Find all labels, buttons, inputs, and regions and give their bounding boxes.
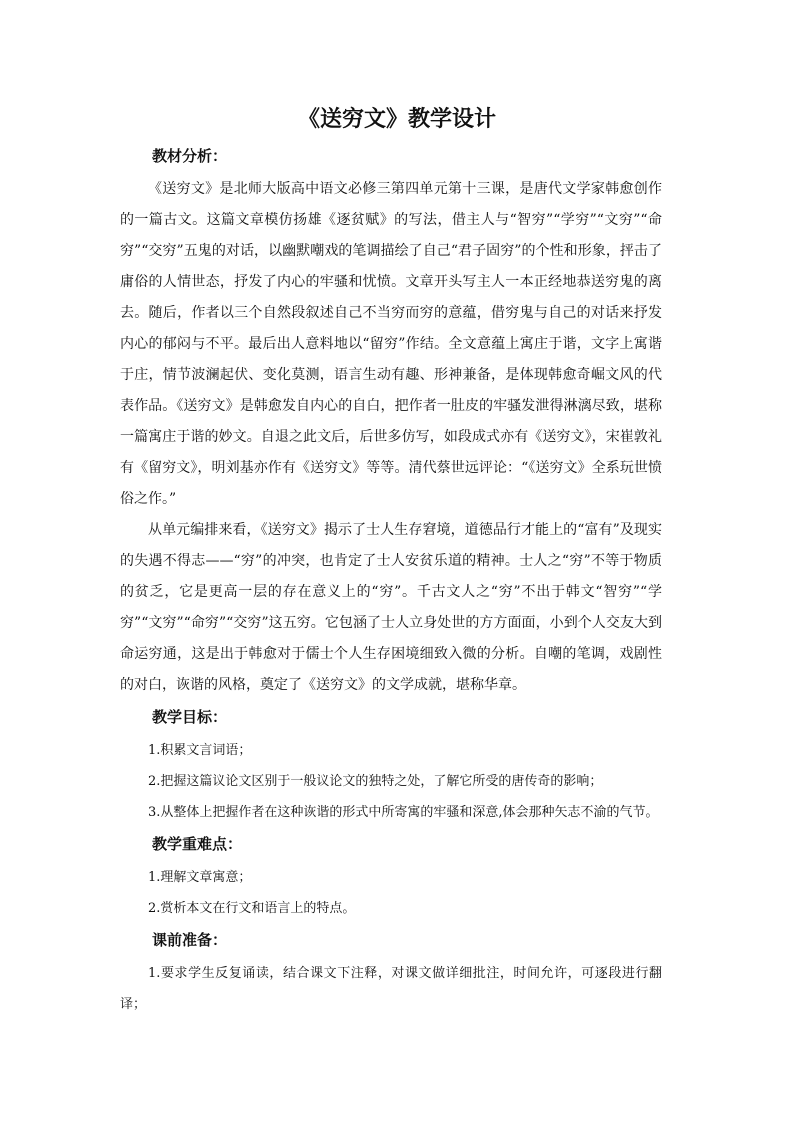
preparation-item-1: 1.要求学生反复诵读，结合课文下注释，对课文做详细批注，时间允许，可逐段进行翻译； [120, 966, 662, 1012]
keypoint-item-2: 2.赏析本文在行文和语言上的特点。 [148, 901, 356, 916]
keypoint-item-1: 1.理解文章寓意； [148, 870, 252, 885]
goal-item-3: 3.从整体上把握作者在这种诙谐的形式中所寄寓的牢骚和深意,体会那种矢志不渝的气节。 [148, 805, 659, 820]
analysis-paragraph-1: 《送穷文》是北师大版高中语文必修三第四单元第十三课，是唐代文学家韩愈创作的一篇古文。这篇文章模仿扬雄《逐贫赋》的写法，借主人与“智穷”“学穷”“文穷”“命穷”“交穷”五鬼的对话，以幽默嘲戏的笔调描绘了自己“君子固穷”的个性和形象，抨击了庸俗的人情世态，抒发了内心的牢骚和忧愤。文章开头写主人一本正经地恭送穷鬼的离去。随后，作者以三个自然段叙述自己不当穷而穷的意蕴，借穷鬼与自己的对话来抒发内心的郁闷与不平。最后出人意料地以“留穷”作结。全文意蕴上寓庄于谐，文字上寓谐于庄，情节波澜起伏、变化莫测，语言生动有趣、形神兼备，是体现韩愈奇崛文风的代表作品。《送穷文》是韩愈发自内心的自白，把作者一肚皮的牢骚发泄得淋漓尽致，堪称一篇寓庄于谐的妙文。自退之此文后，后世多仿写，如段成式亦有《送穷文》，宋崔敦礼有《留穷文》，明刘基亦作有《送穷文》等等。清代蔡世远评论：“《送穷文》全系玩世愤俗之作。” [120, 181, 662, 507]
document-body [120, 142, 662, 1020]
goal-item-2: 2.把握这篇议论文区别于一般议论文的独特之处，了解它所受的唐传奇的影响； [148, 774, 603, 789]
section-heading-goals: 教学目标： [152, 708, 228, 726]
analysis-paragraph-2: 从单元编排来看，《送穷文》揭示了士人生存窘境，道德品行才能上的“富有”及现实的失遇不得志——“穷”的冲突，也肯定了士人安贫乐道的精神。士人之“穷”不等于物质的贫乏，它是更高一层的存在意义上的“穷”。千古文人之“穷”不出于韩文“智穷”“学穷”“文穷”“命穷”“交穷”这五穷。它包涵了士人立身处世的方方面面，小到个人交友大到命运穷通，这是出于韩愈对于儒士个人生存困境细致入微的分析。自嘲的笔调，戏剧性的对白，诙谐的风格，奠定了《送穷文》的文学成就，堪称华章。 [120, 522, 662, 693]
section-heading-analysis: 教材分析： [152, 147, 228, 165]
section-heading-keypoints: 教学重难点： [152, 835, 243, 853]
goal-item-1: 1.积累文言词语； [148, 743, 252, 758]
document-title: 《送穷文》教学设计 [297, 106, 496, 132]
section-heading-preparation: 课前准备： [152, 931, 228, 949]
